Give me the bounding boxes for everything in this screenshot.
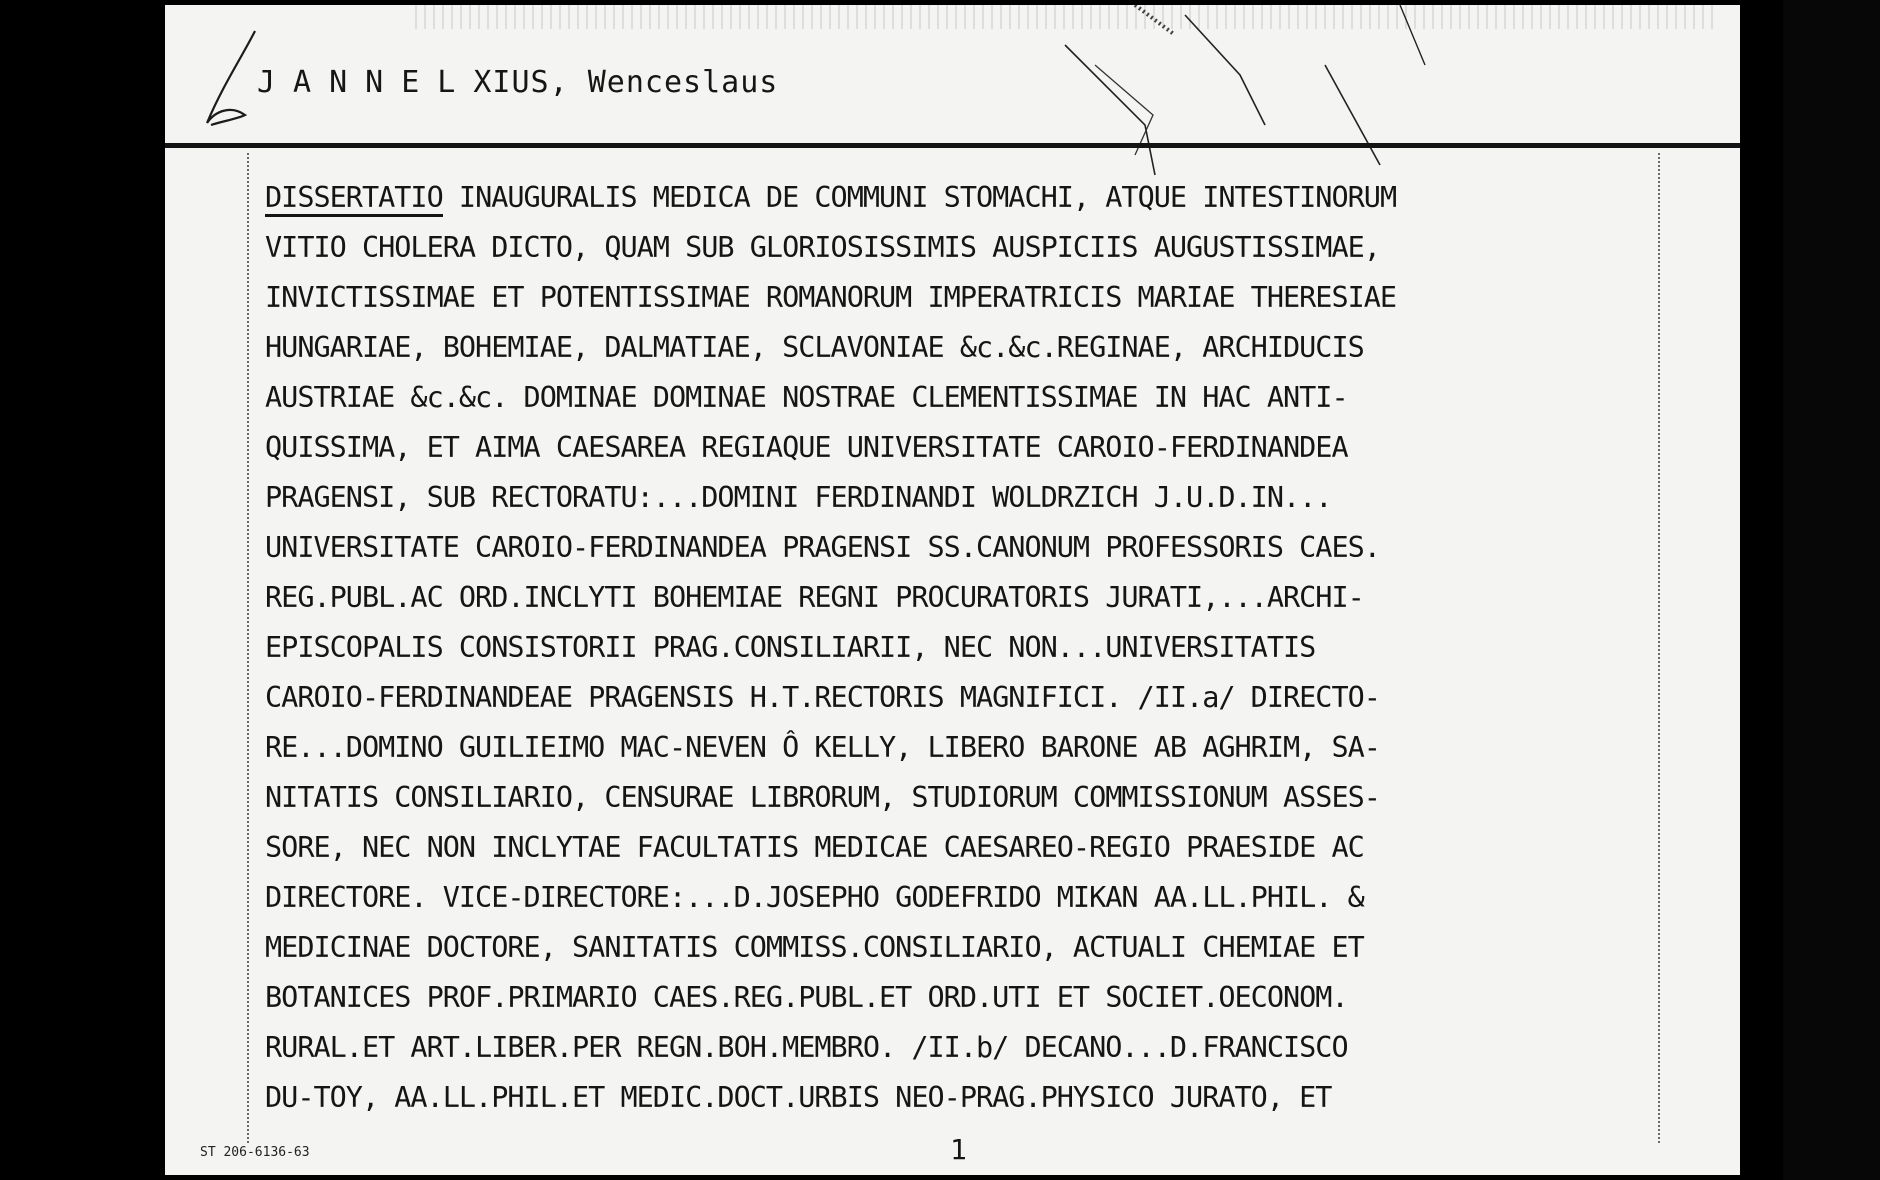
body-line: MEDICINAE DOCTORE, SANITATIS COMMISS.CONSILIARIO, ACTUALI CHEMIAE ET <box>265 931 1364 964</box>
catalog-card <box>165 5 1740 1175</box>
body-line: PRAGENSI, SUB RECTORATU:...DOMINI FERDINANDI WOLDRZICH J.U.D.IN... <box>265 481 1332 514</box>
text-frame-left <box>247 153 249 1143</box>
body-line: DIRECTORE. VICE-DIRECTORE:...D.JOSEPHO GODEFRIDO MIKAN AA.LL.PHIL. & <box>265 881 1364 914</box>
scan-border-right <box>1783 0 1880 1180</box>
body-line: REG.PUBL.AC ORD.INCLYTI BOHEMIAE REGNI PROCURATORIS JURATI,...ARCHI- <box>265 581 1364 614</box>
text-frame-right <box>1658 153 1660 1143</box>
body-line: RURAL.ET ART.LIBER.PER REGN.BOH.MEMBRO. /II.b/ DECANO...D.FRANCISCO <box>265 1031 1348 1064</box>
card-heading <box>257 65 778 100</box>
catalog-code: ST 206-6136-63 <box>200 1145 310 1160</box>
first-word-underlined: DISSERTATIO <box>265 181 443 217</box>
page-number: 1 <box>950 1133 967 1166</box>
body-line: INVICTISSIMAE ET POTENTISSIMAE ROMANORUM IMPERATRICIS MARIAE THERESIAE <box>265 281 1397 314</box>
scan-border-left <box>0 0 165 1180</box>
body-line: HUNGARIAE, BOHEMIAE, DALMATIAE, SCLAVONIAE &c.&c.REGINAE, ARCHIDUCIS <box>265 331 1364 364</box>
surname-typed: JANNEL <box>257 65 474 100</box>
body-line: NITATIS CONSILIARIO, CENSURAE LIBRORUM, STUDIORUM COMMISSIONUM ASSES- <box>265 781 1380 814</box>
body-line: DISSERTATIO INAUGURALIS MEDICA DE COMMUNI STOMACHI, ATQUE INTESTINORUM <box>265 173 1645 223</box>
body-line: EPISCOPALIS CONSISTORII PRAG.CONSILIARII, NEC NON...UNIVERSITATIS <box>265 631 1316 664</box>
body-line: RE...DOMINO GUILIEIMO MAC-NEVEN Ô KELLY, LIBERO BARONE AB AGHRIM, SA- <box>265 731 1380 764</box>
given-name: Wenceslaus <box>587 65 779 100</box>
body-line: QUISSIMA, ET AIMA CAESAREA REGIAQUE UNIVERSITATE CAROIO-FERDINANDEA <box>265 431 1348 464</box>
body-line: BOTANICES PROF.PRIMARIO CAES.REG.PUBL.ET ORD.UTI ET SOCIET.OECONOM. <box>265 981 1348 1014</box>
body-line: VITIO CHOLERA DICTO, QUAM SUB GLORIOSISSIMIS AUSPICIIS AUGUSTISSIMAE, <box>265 231 1380 264</box>
heading-divider <box>165 143 1740 148</box>
title-entry <box>265 173 1645 1123</box>
body-line: AUSTRIAE &c.&c. DOMINAE DOMINAE NOSTRAE CLEMENTISSIMAE IN HAC ANTI- <box>265 381 1348 414</box>
body-line: UNIVERSITATE CAROIO-FERDINANDEA PRAGENSI SS.CANONUM PROFESSORIS CAES. <box>265 531 1380 564</box>
body-line: DU-TOY, AA.LL.PHIL.ET MEDIC.DOCT.URBIS NEO-PRAG.PHYSICO JURATO, ET <box>265 1081 1332 1114</box>
surname-overtyped: XIUS <box>473 65 550 100</box>
body-line: SORE, NEC NON INCLYTAE FACULTATIS MEDICAE CAESAREO-REGIO PRAESIDE AC <box>265 831 1364 864</box>
scribble-marks <box>1035 5 1595 185</box>
name-separator: , <box>549 65 569 100</box>
body-line: CAROIO-FERDINANDEAE PRAGENSIS H.T.RECTORIS MAGNIFICI. /II.a/ DIRECTO- <box>265 681 1380 714</box>
